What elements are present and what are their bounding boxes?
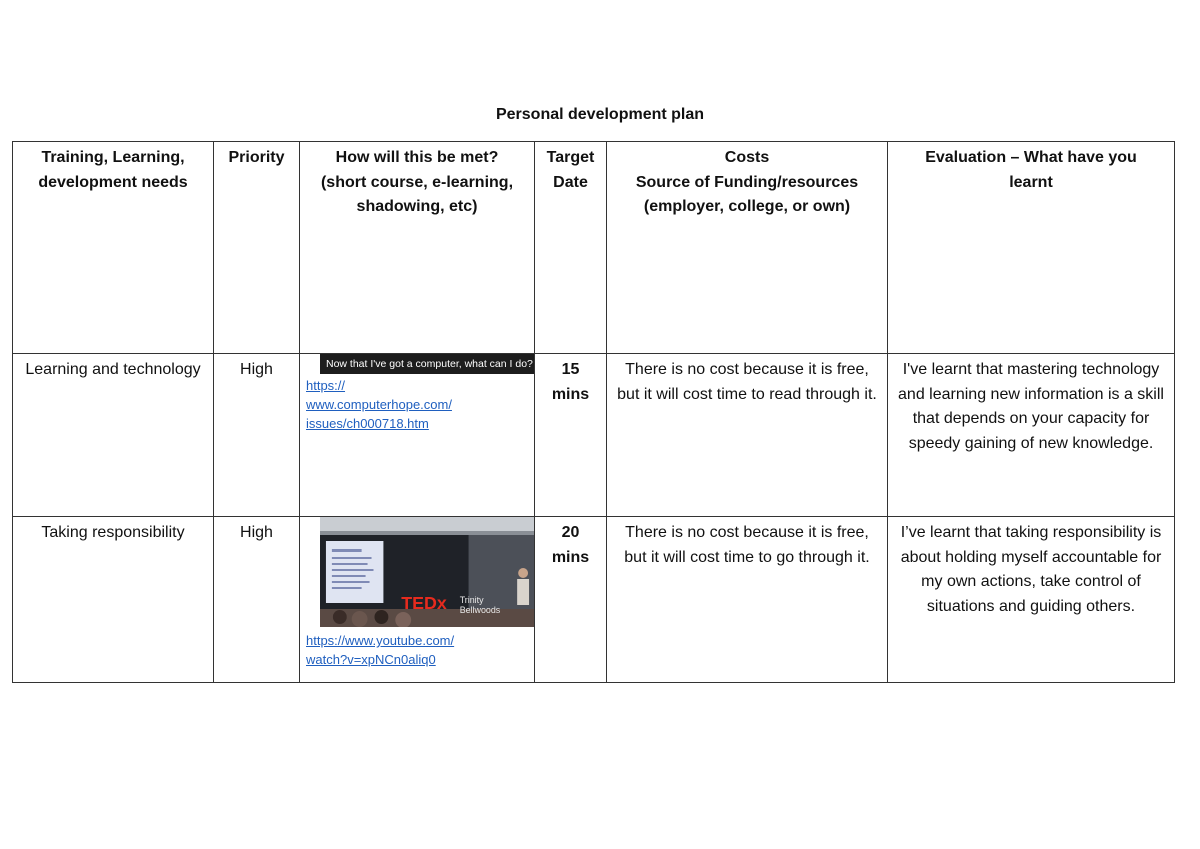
header-how-line: (short course, e-learning, <box>320 173 514 191</box>
table-row <box>13 354 1175 517</box>
article-thumbnail: Now that I've got a computer, what can I do? <box>320 354 534 374</box>
table-row <box>13 517 1175 683</box>
priority-cell: High <box>214 517 300 683</box>
header-priority: Priority <box>214 142 300 354</box>
link-line: https://www.youtube.com/ <box>306 633 455 648</box>
header-eval-line: Evaluation – What have you <box>925 149 1137 166</box>
tedx-logo: TEDx <box>401 592 447 614</box>
header-needs-line: Training, Learning, <box>41 149 185 166</box>
header-costs-line: (employer, college, or own) <box>643 198 851 215</box>
target-unit: mins <box>551 385 590 403</box>
header-needs <box>13 142 214 354</box>
header-evaluation <box>888 142 1175 354</box>
header-costs-line: Costs <box>724 149 770 166</box>
target-date-cell <box>535 517 607 683</box>
priority-cell: High <box>214 354 300 517</box>
event-name: Bellwoods <box>459 604 501 616</box>
development-plan-table <box>12 141 1175 683</box>
header-how-line: shadowing, etc) <box>356 198 478 215</box>
event-name: Trinity <box>459 594 484 606</box>
costs-cell: There is no cost because it is free, but it will cost time to go through it. <box>607 517 888 683</box>
target-date-cell <box>535 354 607 517</box>
evaluation-cell: I've learnt that mastering technology and learning new information is a skill that depends on your capacity for speedy gaining of new knowledge. <box>888 354 1175 517</box>
target-unit: mins <box>551 548 590 566</box>
header-row <box>13 142 1175 354</box>
resource-link[interactable] <box>306 376 528 433</box>
method-cell <box>300 517 535 683</box>
page-title: Personal development plan <box>495 106 705 123</box>
resource-link[interactable] <box>306 631 528 669</box>
link-line: issues/ch000718.htm <box>306 416 429 431</box>
header-target-date <box>535 142 607 354</box>
costs-cell: There is no cost because it is free, but it will cost time to read through it. <box>607 354 888 517</box>
link-line: www.computerhope.com/ <box>306 397 452 412</box>
video-thumbnail-image <box>320 517 534 627</box>
header-needs-line: development needs <box>38 173 188 191</box>
need-cell: Taking responsibility <box>13 517 214 683</box>
target-value: 15 <box>561 361 580 378</box>
header-costs-line: Source of Funding/resources <box>635 173 859 191</box>
target-value: 20 <box>561 524 580 541</box>
method-cell <box>300 354 535 517</box>
link-line: watch?v=xpNCn0aliq0 <box>306 652 436 667</box>
header-target-line: Target <box>546 149 595 166</box>
header-eval-line: learnt <box>1009 173 1053 191</box>
header-how-line: How will this be met? <box>335 149 499 166</box>
video-thumbnail[interactable] <box>320 517 534 627</box>
header-how <box>300 142 535 354</box>
header-target-line: Date <box>553 173 588 191</box>
need-cell: Learning and technology <box>13 354 214 517</box>
header-costs <box>607 142 888 354</box>
link-line: https:// <box>306 378 346 393</box>
evaluation-cell: I’ve learnt that taking responsibility is about holding myself accountable for my own actions, take control of situations and guiding others. <box>888 517 1175 683</box>
